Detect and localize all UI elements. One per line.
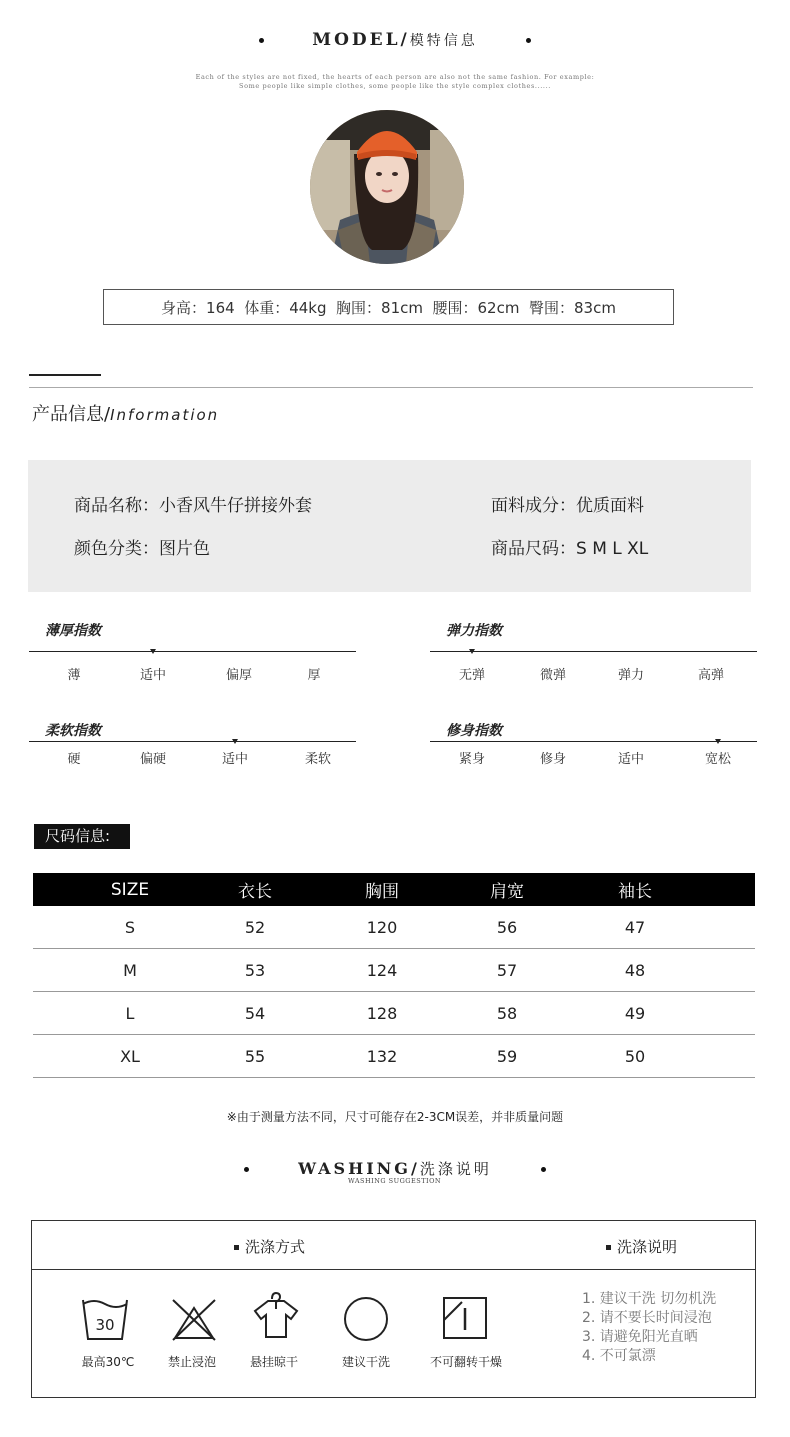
size-cell: M (123, 960, 137, 980)
size-header-cell: SIZE (110, 879, 150, 900)
wash-divider (32, 1269, 755, 1270)
care-instructions (582, 1290, 716, 1366)
size-info-tag: 尺码信息: (34, 824, 130, 849)
table-row (33, 949, 755, 992)
index-label: 弹力 (617, 668, 644, 683)
no-soak-icon (169, 1294, 219, 1348)
section-divider (29, 387, 753, 388)
model-title-cn: 模特信息 (409, 33, 478, 49)
model-title-en: MODEL/ (312, 30, 410, 50)
wash-30-icon (80, 1294, 130, 1348)
index-title: 柔软指数 (45, 723, 101, 739)
square-bullet-icon (606, 1245, 611, 1250)
size-header-cell: 衣长 (238, 882, 272, 902)
size-cell: 54 (244, 1003, 266, 1023)
size-cell: 47 (624, 917, 646, 937)
index-label: 高弹 (697, 668, 724, 683)
svg-text:30: 30 (95, 1316, 115, 1334)
size-cell: 124 (366, 960, 398, 980)
size-cell: 57 (496, 960, 518, 980)
care-item: 1. 建议干洗 切勿机洗 (582, 1291, 717, 1307)
table-row (33, 906, 755, 949)
size-cell: 128 (366, 1003, 398, 1023)
washing-section-title (0, 1158, 790, 1179)
index-scale-line (430, 741, 757, 742)
index-label: 适中 (617, 752, 644, 767)
size-cell: 58 (496, 1003, 518, 1023)
size-cell: 50 (624, 1046, 646, 1066)
bullet-dot-icon (259, 38, 264, 43)
size-cell: 53 (244, 960, 266, 980)
index-label: 无弹 (458, 668, 485, 683)
size-cell: S (124, 917, 136, 937)
hang-dry-icon (251, 1291, 301, 1345)
table-row (33, 1035, 755, 1078)
index-label: 偏厚 (225, 668, 252, 683)
index-title: 薄厚指数 (45, 623, 101, 639)
bullet-dot-icon (526, 38, 531, 43)
index-label: 修身 (539, 752, 566, 767)
index-label: 宽松 (704, 752, 731, 767)
index-label: 硬 (67, 752, 81, 767)
washing-title-en: WASHING/ (298, 1159, 420, 1178)
size-cell: 55 (244, 1046, 266, 1066)
wash-method-head: 洗涤方式 (234, 1236, 305, 1257)
wash-instruction-head: 洗涤说明 (606, 1236, 677, 1257)
product-fabric: 面料成分：优质面料 (491, 496, 644, 516)
care-item: 2. 请不要长时间浸泡 (582, 1310, 712, 1326)
no-tumble-icon (440, 1294, 490, 1348)
index-marker-icon (232, 739, 238, 744)
index-scale-line (430, 651, 757, 652)
index-scale-line (29, 651, 356, 652)
no-soak-label: 禁止浸泡 (167, 1355, 216, 1369)
index-marker-icon (715, 739, 721, 744)
index-title: 修身指数 (446, 723, 502, 739)
index-label: 厚 (307, 668, 321, 683)
dry-clean-label: 建议干洗 (341, 1355, 390, 1369)
model-subtitle: Each of the styles are not fixed, the hearts of each person are also not the same fashion. For example: Some people like simple clothes, some people like the style complex clothes...... (195, 73, 595, 90)
size-cell: 132 (366, 1046, 398, 1066)
model-measurements: 身高：164 体重：44kg 胸围：81cm 腰围：62cm 臀围：83cm (103, 289, 674, 325)
size-header-cell: 肩宽 (490, 882, 524, 902)
product-info-box (28, 460, 751, 592)
care-item: 3. 请避免阳光直晒 (582, 1329, 698, 1345)
no-tumble-label: 不可翻转干燥 (429, 1355, 502, 1369)
washing-title-cn: 洗涤说明 (419, 1160, 492, 1178)
size-table-header (33, 873, 755, 906)
index-marker-icon (469, 649, 475, 654)
hang-dry-label: 悬挂晾干 (249, 1355, 298, 1369)
size-cell: 120 (366, 917, 398, 937)
size-table (33, 873, 755, 1078)
size-cell: 48 (624, 960, 646, 980)
product-color: 颜色分类：图片色 (74, 539, 210, 559)
index-label: 偏硬 (139, 752, 166, 767)
size-cell: 52 (244, 917, 266, 937)
size-cell: L (125, 1003, 135, 1023)
index-marker-icon (150, 649, 156, 654)
washing-subtitle: WASHING SUGGESTION (348, 1177, 442, 1185)
square-bullet-icon (234, 1245, 239, 1250)
size-cell: 56 (496, 917, 518, 937)
dry-clean-icon (341, 1294, 391, 1348)
size-cell: 49 (624, 1003, 646, 1023)
table-row (33, 992, 755, 1035)
model-section-title (0, 30, 790, 50)
product-sizes: 商品尺码：S M L XL (491, 539, 649, 559)
care-item: 4. 不可氯漂 (582, 1348, 656, 1364)
size-header-cell: 袖长 (618, 882, 652, 902)
index-label: 适中 (221, 752, 248, 767)
section-accent-line (29, 374, 101, 376)
model-avatar (310, 110, 464, 264)
size-header-cell: 胸围 (365, 882, 399, 902)
size-note: ※由于测量方法不同，尺寸可能存在2-3CM误差，并非质量问题 (226, 1110, 564, 1124)
index-label: 适中 (139, 668, 166, 683)
size-cell: XL (120, 1046, 140, 1066)
bullet-dot-icon (244, 1167, 249, 1172)
index-scale-line (29, 741, 356, 742)
index-label: 微弹 (539, 668, 566, 683)
index-label: 柔软 (304, 752, 331, 767)
index-label: 薄 (67, 668, 81, 683)
size-cell: 59 (496, 1046, 518, 1066)
wash-30-label: 最高30℃ (81, 1355, 135, 1369)
index-label: 紧身 (458, 752, 485, 767)
index-title: 弹力指数 (446, 623, 502, 639)
product-info-title: 产品信息/Information (32, 404, 220, 425)
bullet-dot-icon (541, 1167, 546, 1172)
product-name: 商品名称：小香风牛仔拼接外套 (74, 496, 312, 516)
